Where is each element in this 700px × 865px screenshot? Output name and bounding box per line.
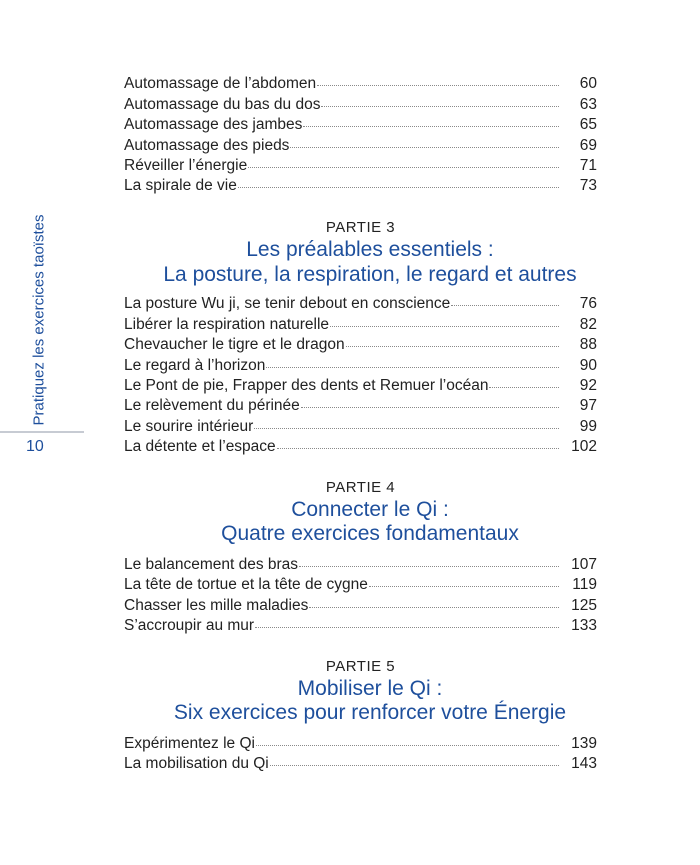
- toc-entry-page: 97: [579, 397, 597, 414]
- dot-leader: [369, 586, 559, 587]
- part-title-line1: Mobiliser le Qi :: [297, 677, 443, 700]
- toc-entry-page: 92: [579, 377, 597, 394]
- toc-entry-title: Automassage des pieds: [124, 137, 290, 154]
- toc-entry[interactable]: [124, 575, 597, 595]
- part-title-line1: Connecter le Qi :: [291, 498, 449, 521]
- dot-leader: [266, 367, 559, 368]
- part-label: PARTIE 3: [325, 219, 396, 236]
- toc-entry-title: Chasser les mille maladies: [124, 597, 309, 614]
- toc-entry-page: 63: [579, 96, 597, 113]
- toc-entry-page: 119: [572, 576, 597, 593]
- toc-entry-title: Automassage des jambes: [124, 116, 303, 133]
- toc-entry-title: La détente et l’espace: [124, 438, 276, 455]
- dot-leader: [309, 607, 559, 608]
- toc-entry-page: 107: [571, 556, 597, 573]
- sidebar-divider: [0, 431, 84, 433]
- part-title-line2: La posture, la respiration, le regard et autres: [163, 263, 577, 286]
- running-title-text: Pratiquez les exercices taoïstes: [30, 214, 48, 425]
- toc-entry-title: Chevaucher le tigre et le dragon: [124, 336, 345, 353]
- part-title-line1: Les préalables essentiels :: [246, 238, 494, 261]
- toc-entry-title: Le regard à l’horizon: [124, 357, 266, 374]
- toc-entry-page: 60: [579, 75, 597, 92]
- toc-entry[interactable]: [124, 74, 597, 94]
- toc-entry[interactable]: [124, 136, 597, 156]
- dot-leader: [489, 387, 559, 388]
- toc-entry[interactable]: [124, 156, 597, 176]
- toc-entry-page: 73: [579, 177, 597, 194]
- dot-leader: [277, 448, 559, 449]
- dot-leader: [451, 305, 559, 306]
- dot-leader: [248, 167, 559, 168]
- dot-leader: [254, 428, 559, 429]
- toc-entry[interactable]: [124, 294, 597, 314]
- toc-entry-page: 102: [571, 438, 597, 455]
- toc-entry-page: 88: [579, 336, 597, 353]
- toc-entry[interactable]: [124, 417, 597, 437]
- toc-entry-title: Expérimentez le Qi: [124, 735, 255, 752]
- dot-leader: [255, 627, 559, 628]
- toc-entry-page: 90: [579, 357, 597, 374]
- toc-entry[interactable]: [124, 437, 597, 457]
- running-title: [28, 212, 50, 427]
- dot-leader: [299, 566, 559, 567]
- toc-entry-title: La spirale de vie: [124, 177, 237, 194]
- toc-entry-title: La tête de tortue et la tête de cygne: [124, 576, 368, 593]
- toc-entry-title: S’accroupir au mur: [124, 617, 255, 634]
- toc-entry-page: 82: [579, 316, 597, 333]
- toc-entry-page: 143: [571, 755, 597, 772]
- toc-entry-page: 65: [579, 116, 597, 133]
- toc-entry[interactable]: [124, 356, 597, 376]
- dot-leader: [301, 407, 559, 408]
- toc-entry[interactable]: [124, 616, 597, 636]
- toc-entry-page: 69: [579, 137, 597, 154]
- toc-entry-title: Le relèvement du périnée: [124, 397, 300, 414]
- dot-leader: [290, 147, 559, 148]
- toc-entry-title: Réveiller l’énergie: [124, 157, 248, 174]
- part-label: PARTIE 4: [325, 479, 396, 496]
- toc-entry[interactable]: [124, 315, 597, 335]
- toc-entry-title: La mobilisation du Qi: [124, 755, 269, 772]
- toc-entry[interactable]: [124, 555, 597, 575]
- toc-entry-title: Le Pont de pie, Frapper des dents et Remuer l’océan: [124, 377, 489, 394]
- toc-entry[interactable]: [124, 396, 597, 416]
- part-title-line2: Six exercices pour renforcer votre Énergie: [173, 701, 567, 724]
- toc-entry[interactable]: [124, 115, 597, 135]
- page-number: 10: [26, 438, 44, 455]
- toc-entry-title: La posture Wu ji, se tenir debout en conscience: [124, 295, 451, 312]
- toc-entry[interactable]: [124, 176, 597, 196]
- toc-entry[interactable]: [124, 95, 597, 115]
- toc-entry-page: 139: [571, 735, 597, 752]
- dot-leader: [321, 106, 559, 107]
- part-label: PARTIE 5: [325, 658, 396, 675]
- toc-entry-page: 76: [579, 295, 597, 312]
- dot-leader: [303, 126, 559, 127]
- toc-entry[interactable]: [124, 596, 597, 616]
- toc-entry-page: 71: [579, 157, 597, 174]
- toc-entry[interactable]: [124, 734, 597, 754]
- toc-entry[interactable]: [124, 335, 597, 355]
- dot-leader: [346, 346, 559, 347]
- part-title-line2: Quatre exercices fondamentaux: [221, 522, 519, 545]
- toc-entry-title: Automassage de l’abdomen: [124, 75, 317, 92]
- dot-leader: [256, 745, 559, 746]
- toc-entry-title: Le sourire intérieur: [124, 418, 254, 435]
- toc-entry[interactable]: [124, 376, 597, 396]
- toc-entry-title: Le balancement des bras: [124, 556, 299, 573]
- toc-entry-page: 99: [579, 418, 597, 435]
- toc-entry[interactable]: [124, 754, 597, 774]
- dot-leader: [317, 85, 559, 86]
- dot-leader: [270, 765, 559, 766]
- toc-entry-page: 125: [571, 597, 597, 614]
- dot-leader: [330, 326, 559, 327]
- dot-leader: [238, 187, 559, 188]
- toc-entry-title: Libérer la respiration naturelle: [124, 316, 330, 333]
- toc-entry-page: 133: [571, 617, 597, 634]
- toc-entry-title: Automassage du bas du dos: [124, 96, 321, 113]
